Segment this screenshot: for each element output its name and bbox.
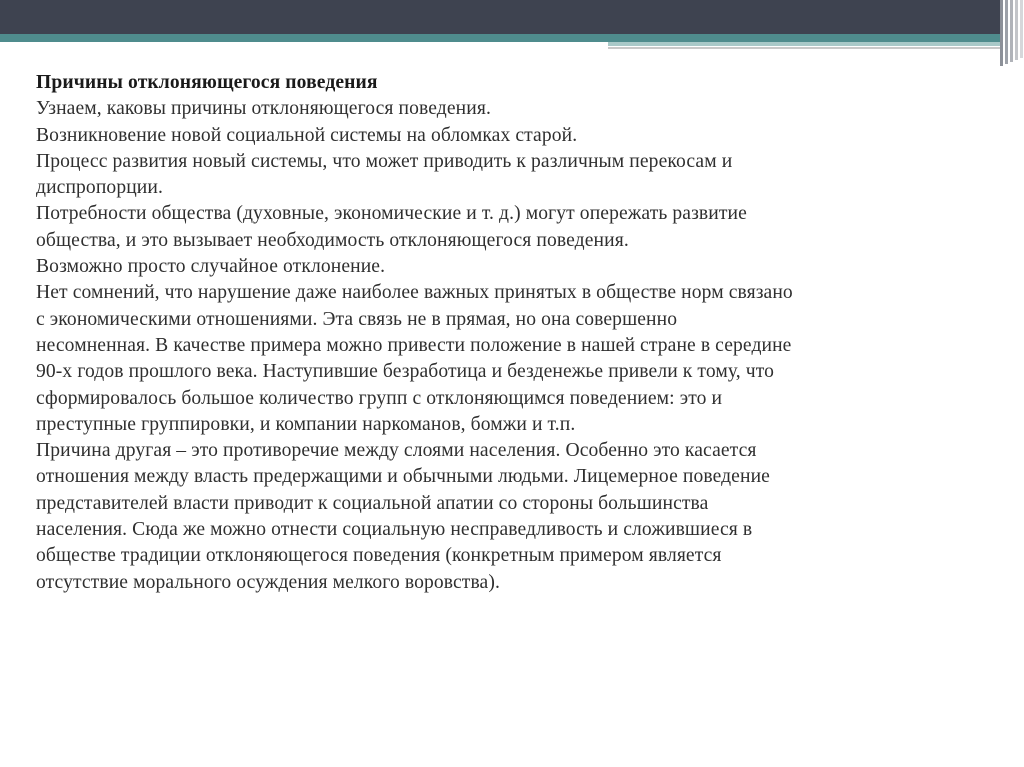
body-line: отношения между власть предержащими и обычными людьми. Лицемерное поведение: [36, 466, 770, 488]
header-dark-bar: [0, 0, 1000, 34]
body-line: Нет сомнений, что нарушение даже наиболее важных принятых в обществе норм связано: [36, 282, 793, 304]
body-line: сформировалось большое количество групп с отклоняющимся поведением: это и: [36, 387, 723, 409]
page-edge-decoration: [1020, 0, 1023, 58]
body-line: обществе традиции отклоняющегося поведения (конкретным примером является: [36, 545, 722, 567]
body-line: Возникновение новой социальной системы на обломках старой.: [36, 124, 578, 146]
slide-title: Причины отклоняющегося поведения: [36, 72, 378, 93]
body-line: Процесс развития новый системы, что может приводить к различным перекосам и: [36, 150, 733, 172]
body-line: преступные группировки, и компании наркоманов, бомжи и т.п.: [36, 413, 576, 435]
body-line: диспропорции.: [36, 177, 163, 199]
body-line: с экономическими отношениями. Эта связь не в прямая, но она совершенно: [36, 308, 678, 330]
body-line: населения. Сюда же можно отнести социальную несправедливость и сложившиеся в: [36, 519, 753, 541]
body-line: представителей власти приводит к социальной апатии со стороны большинства: [36, 492, 709, 514]
header-gray-line: [608, 47, 1000, 49]
header-teal-bar: [0, 34, 1000, 42]
body-line: 90-х годов прошлого века. Наступившие безработица и безденежье привели к тому, что: [36, 361, 775, 383]
slide-body: [36, 70, 986, 596]
body-line: Возможно просто случайное отклонение.: [36, 256, 386, 278]
body-line: Потребности общества (духовные, экономические и т. д.) могут опережать развитие: [36, 203, 747, 225]
body-line: общества, и это вызывает необходимость отклоняющегося поведения.: [36, 229, 629, 251]
header-teal-accent-bar: [608, 42, 1000, 46]
body-line: несомненная. В качестве примера можно привести положение в нашей стране в середине: [36, 334, 792, 356]
body-line: Узнаем, каковы причины отклоняющегося поведения.: [36, 98, 491, 120]
body-line: Причина другая – это противоречие между слоями населения. Особенно это касается: [36, 440, 757, 462]
body-line: отсутствие морального осуждения мелкого воровства).: [36, 571, 500, 593]
